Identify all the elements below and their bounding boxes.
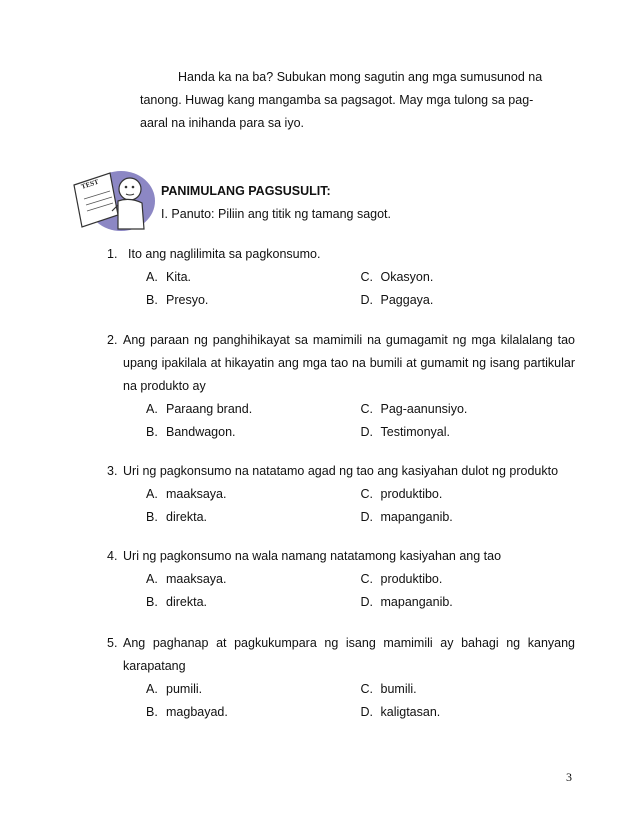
- question-number: 5.: [107, 636, 118, 650]
- option-c[interactable]: [361, 483, 576, 506]
- option-letter: B.: [146, 705, 158, 719]
- test-illustration: [66, 165, 156, 233]
- option-text: Bandwagon.: [166, 425, 236, 439]
- option-letter: A.: [146, 402, 158, 416]
- question-number: 2.: [107, 333, 118, 347]
- sign-text: TEST: [80, 177, 100, 191]
- option-d[interactable]: [361, 701, 576, 724]
- option-letter: D.: [360, 595, 373, 609]
- option-letter: A.: [146, 270, 158, 284]
- option-b[interactable]: [146, 421, 361, 444]
- intro-line-3: aaral na inihanda para sa iyo.: [140, 116, 305, 130]
- question-text: Uri ng pagkonsumo na natatamo agad ng tao ang kasiyahan dulot ng produkto: [123, 464, 559, 478]
- option-d[interactable]: [361, 421, 576, 444]
- option-b[interactable]: [146, 506, 361, 529]
- option-text: magbayad.: [166, 705, 228, 719]
- option-letter: B.: [146, 293, 158, 307]
- instruction-text: I. Panuto: Piliin ang titik ng tamang sagot.: [161, 207, 391, 221]
- option-c[interactable]: [361, 568, 576, 591]
- option-letter: C.: [360, 572, 373, 586]
- option-letter: A.: [146, 572, 158, 586]
- question-stem: [107, 632, 575, 678]
- option-text: Paraang brand.: [166, 402, 253, 416]
- option-c[interactable]: [361, 678, 576, 701]
- option-text: Testimonyal.: [380, 425, 450, 439]
- option-text: Okasyon.: [380, 270, 434, 284]
- option-letter: A.: [146, 682, 158, 696]
- option-letter: C.: [360, 682, 373, 696]
- option-d[interactable]: [361, 289, 576, 312]
- option-text: maaksaya.: [166, 572, 227, 586]
- option-letter: C.: [360, 402, 373, 416]
- options: [146, 266, 575, 312]
- option-b[interactable]: [146, 591, 361, 614]
- intro-text: [140, 66, 579, 135]
- option-letter: B.: [146, 595, 158, 609]
- option-text: Paggaya.: [380, 293, 434, 307]
- option-text: Pag-aanunsiyo.: [380, 402, 468, 416]
- options: [146, 398, 575, 444]
- question-stem: [107, 243, 575, 266]
- option-c[interactable]: [361, 266, 576, 289]
- page-number: 3: [566, 770, 572, 784]
- option-a[interactable]: [146, 483, 361, 506]
- option-text: maaksaya.: [166, 487, 227, 501]
- question-5: [107, 632, 575, 724]
- question-stem: [107, 460, 575, 483]
- option-letter: D.: [360, 293, 373, 307]
- option-text: pumili.: [166, 682, 203, 696]
- option-letter: D.: [360, 510, 373, 524]
- options: [146, 568, 575, 614]
- option-letter: C.: [360, 487, 373, 501]
- option-a[interactable]: [146, 266, 361, 289]
- question-4: [107, 545, 575, 614]
- option-d[interactable]: [361, 591, 576, 614]
- question-1: [107, 243, 575, 312]
- option-text: Kita.: [166, 270, 192, 284]
- option-d[interactable]: [361, 506, 576, 529]
- option-letter: D.: [360, 705, 373, 719]
- option-b[interactable]: [146, 701, 361, 724]
- options: [146, 483, 575, 529]
- question-text: Ang paraan ng panghihikayat sa mamimili na gumagamit ng mga kilalalang tao upang ipakilala at hikayatin ang mga tao na bumili at gumamit ng isang partikular na produkto ay: [123, 333, 575, 393]
- option-text: kaligtasan.: [380, 705, 441, 719]
- option-text: mapanganib.: [380, 595, 453, 609]
- question-text: Ito ang naglilimita sa pagkonsumo.: [128, 247, 321, 261]
- option-a[interactable]: [146, 568, 361, 591]
- option-text: mapanganib.: [380, 510, 453, 524]
- question-3: [107, 460, 575, 529]
- option-a[interactable]: [146, 678, 361, 701]
- section-title: PANIMULANG PAGSUSULIT:: [161, 184, 331, 198]
- option-letter: C.: [360, 270, 373, 284]
- intro-paragraph: [140, 66, 579, 135]
- option-b[interactable]: [146, 289, 361, 312]
- option-text: Presyo.: [166, 293, 209, 307]
- section-header: [161, 180, 391, 226]
- option-text: produktibo.: [380, 572, 443, 586]
- options: [146, 678, 575, 724]
- question-number: 4.: [107, 549, 118, 563]
- option-text: produktibo.: [380, 487, 443, 501]
- question-text: Ang paghanap at pagkukumpara ng isang mamimili ay bahagi ng kanyang karapatang: [123, 636, 575, 673]
- intro-line-2: tanong. Huwag kang mangamba sa pagsagot. May mga tulong sa pag-: [140, 93, 534, 107]
- question-number: 3.: [107, 464, 118, 478]
- option-letter: D.: [360, 425, 373, 439]
- option-letter: B.: [146, 425, 158, 439]
- question-number: 1.: [107, 247, 118, 261]
- question-stem: [107, 329, 575, 398]
- option-text: direkta.: [166, 510, 207, 524]
- question-stem: [107, 545, 575, 568]
- option-c[interactable]: [361, 398, 576, 421]
- question-text: Uri ng pagkonsumo na wala namang natatamong kasiyahan ang tao: [123, 549, 502, 563]
- option-text: direkta.: [166, 595, 207, 609]
- question-2: [107, 329, 575, 444]
- option-letter: B.: [146, 510, 158, 524]
- intro-line-1: Handa ka na ba? Subukan mong sagutin ang mga sumusunod na: [178, 70, 543, 84]
- option-text: bumili.: [380, 682, 417, 696]
- option-a[interactable]: [146, 398, 361, 421]
- option-letter: A.: [146, 487, 158, 501]
